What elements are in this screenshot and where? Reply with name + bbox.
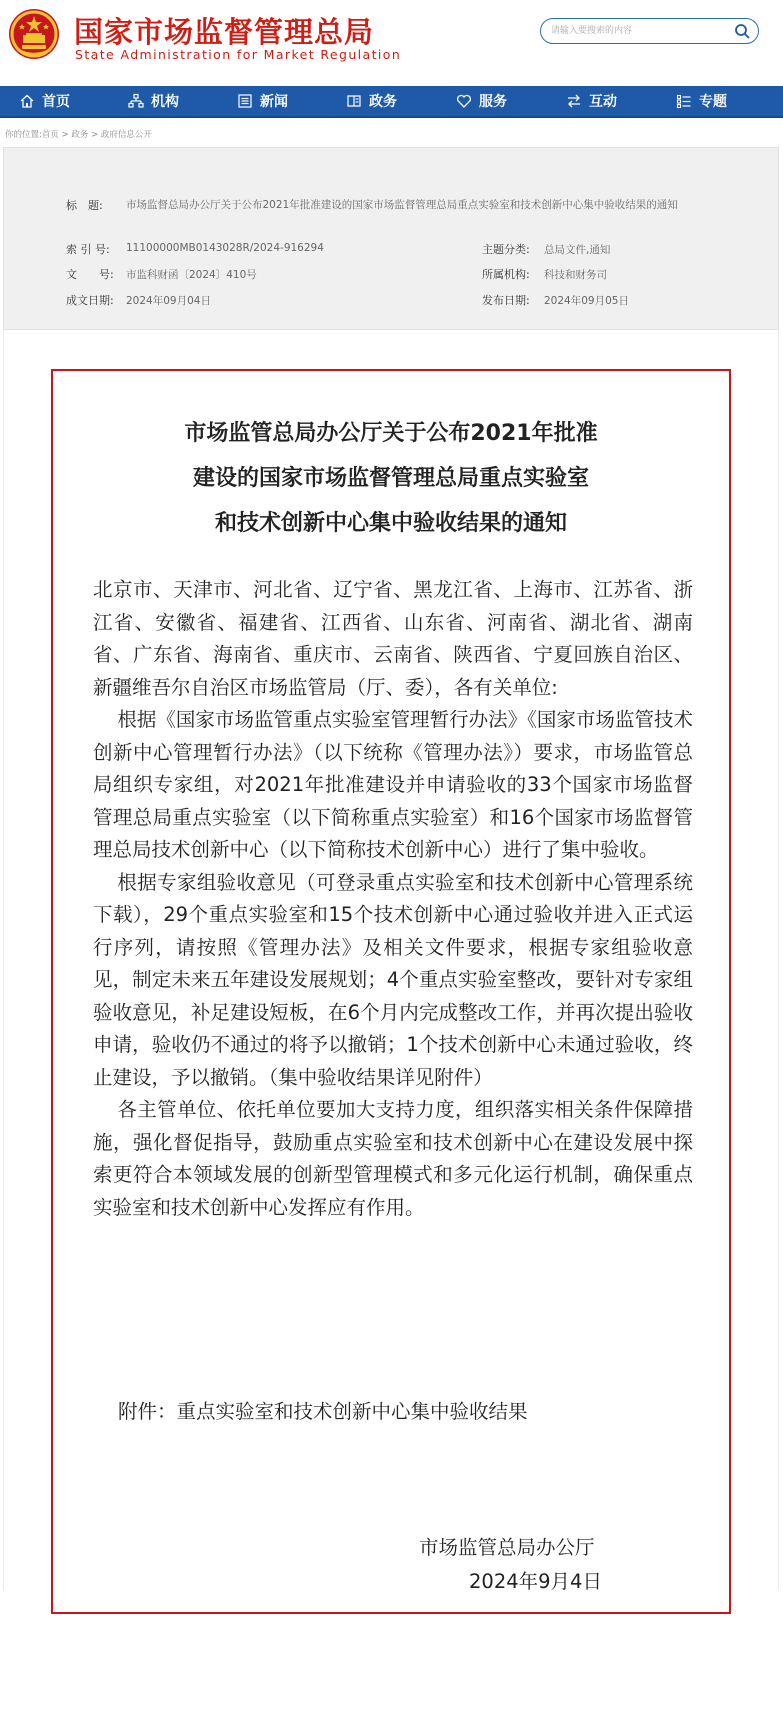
heart-icon — [456, 93, 472, 109]
list-icon — [676, 93, 692, 109]
meta-title-label: 标 题: — [66, 199, 103, 212]
nav-item-home[interactable] — [19, 86, 70, 116]
nav-item-label: 政务 — [369, 94, 397, 110]
document-metadata-panel — [3, 147, 779, 330]
issuer-signature: 市场监管总局办公厅 — [419, 1536, 595, 1559]
meta-org-label: 所属机构: — [482, 268, 530, 281]
nav-item-affairs[interactable] — [346, 86, 397, 116]
nav-item-news[interactable] — [237, 86, 288, 116]
nav-item-label: 服务 — [479, 94, 507, 110]
search-box — [540, 18, 759, 44]
body-paragraph: 各主管单位、依托单位要加大支持力度，组织落实相关条件保障措施，强化督促指导，鼓励重点实验室和技术创新中心在建设发展中探索更符合本领域发展的创新型管理模式和多元化运行机制，确保重点实验室和技术创新中心发挥应有作用。 — [93, 1098, 693, 1219]
document-heading-line: 建设的国家市场监督管理总局重点实验室 — [192, 466, 589, 491]
search-input[interactable] — [551, 22, 731, 40]
addressees-paragraph: 北京市、天津市、河北省、辽宁省、黑龙江省、上海市、江苏省、浙江省、安徽省、福建省、江西省、山东省、河南省、湖北省、湖南省、广东省、海南省、重庆市、云南省、陕西省、宁夏回族自治区、新疆维吾尔自治区市场监管局（厅、委），各有关单位: — [93, 578, 693, 699]
document-frame — [51, 369, 731, 1614]
exchange-icon — [566, 93, 582, 109]
meta-doc-no-label: 文 号: — [66, 268, 114, 281]
meta-org-value: 科技和财务司 — [544, 269, 607, 281]
site-title[interactable]: 国家市场监督管理总局 — [74, 15, 375, 49]
affairs-icon — [346, 93, 362, 109]
org-icon — [128, 93, 144, 109]
nav-item-label: 专题 — [699, 94, 727, 110]
body-paragraph: 根据专家组验收意见（可登录重点实验室和技术创新中心管理系统下载），29个重点实验室和15个技术创新中心通过验收并进入正式运行序列，请按照《管理办法》及相关文件要求，根据专家组验收意见，制定未来五年建设发展规划；4个重点实验室整改，要针对专家组验收意见，补足建设短板，在6个月内完成整改工作，并再次提出验收申请，验收仍不通过的将予以撤销；1个技术创新中心未通过验收，终止建设，予以撤销。（集中验收结果详见附件） — [93, 870, 693, 1089]
attachment-link[interactable]: 附件：重点实验室和技术创新中心集中验收结果 — [118, 1400, 528, 1423]
meta-subject-value: 总局文件,通知 — [544, 244, 611, 256]
document-heading-line: 市场监管总局办公厅关于公布2021年批准 — [184, 421, 598, 446]
document-heading — [53, 411, 729, 546]
search-icon[interactable] — [734, 23, 750, 39]
home-icon — [19, 93, 35, 109]
nav-item-label: 新闻 — [260, 94, 288, 110]
nav-item-label: 互动 — [589, 94, 617, 110]
nav-item-interact[interactable] — [566, 86, 617, 116]
site-subtitle: State Administration for Market Regulation — [75, 47, 402, 62]
nav-item-org[interactable] — [128, 86, 179, 116]
site-header — [0, 0, 783, 86]
meta-subject-label: 主题分类: — [482, 243, 530, 256]
breadcrumb[interactable]: 你的位置:首页 > 政务 > 政府信息公开 — [5, 130, 152, 140]
meta-doc-no-value: 市监科财函〔2024〕410号 — [126, 269, 257, 281]
nav-item-label: 机构 — [151, 94, 179, 110]
news-icon — [237, 93, 253, 109]
nav-item-service[interactable] — [456, 86, 507, 116]
body-paragraph: 根据《国家市场监管重点实验室管理暂行办法》《国家市场监管技术创新中心管理暂行办法》（以下统称《管理办法》）要求，市场监管总局组织专家组，对2021年批准建设并申请验收的33个国家市场监督管理总局重点实验室（以下简称重点实验室）和16个国家市场监督管理总局技术创新中心（以下简称技术创新中心）进行了集中验收。 — [93, 708, 693, 861]
document-heading-line: 和技术创新中心集中验收结果的通知 — [214, 511, 567, 536]
meta-created-label: 成文日期: — [66, 294, 114, 307]
issue-date: 2024年9月4日 — [469, 1570, 602, 1593]
national-emblem-icon[interactable] — [8, 8, 60, 60]
meta-published-value: 2024年09月05日 — [544, 295, 629, 307]
nav-item-topics[interactable] — [676, 86, 727, 116]
nav-item-label: 首页 — [42, 94, 70, 110]
meta-created-value: 2024年09月04日 — [126, 295, 211, 307]
main-nav — [0, 86, 783, 118]
meta-published-label: 发布日期: — [482, 294, 530, 307]
meta-index-label: 索 引 号: — [66, 243, 110, 256]
document-body — [93, 574, 693, 1224]
meta-title-value: 市场监督总局办公厅关于公布2021年批准建设的国家市场监督管理总局重点实验室和技术创新中心集中验收结果的通知 — [126, 199, 678, 211]
meta-index-value: 11100000MB0143028R/2024-916294 — [126, 242, 324, 254]
